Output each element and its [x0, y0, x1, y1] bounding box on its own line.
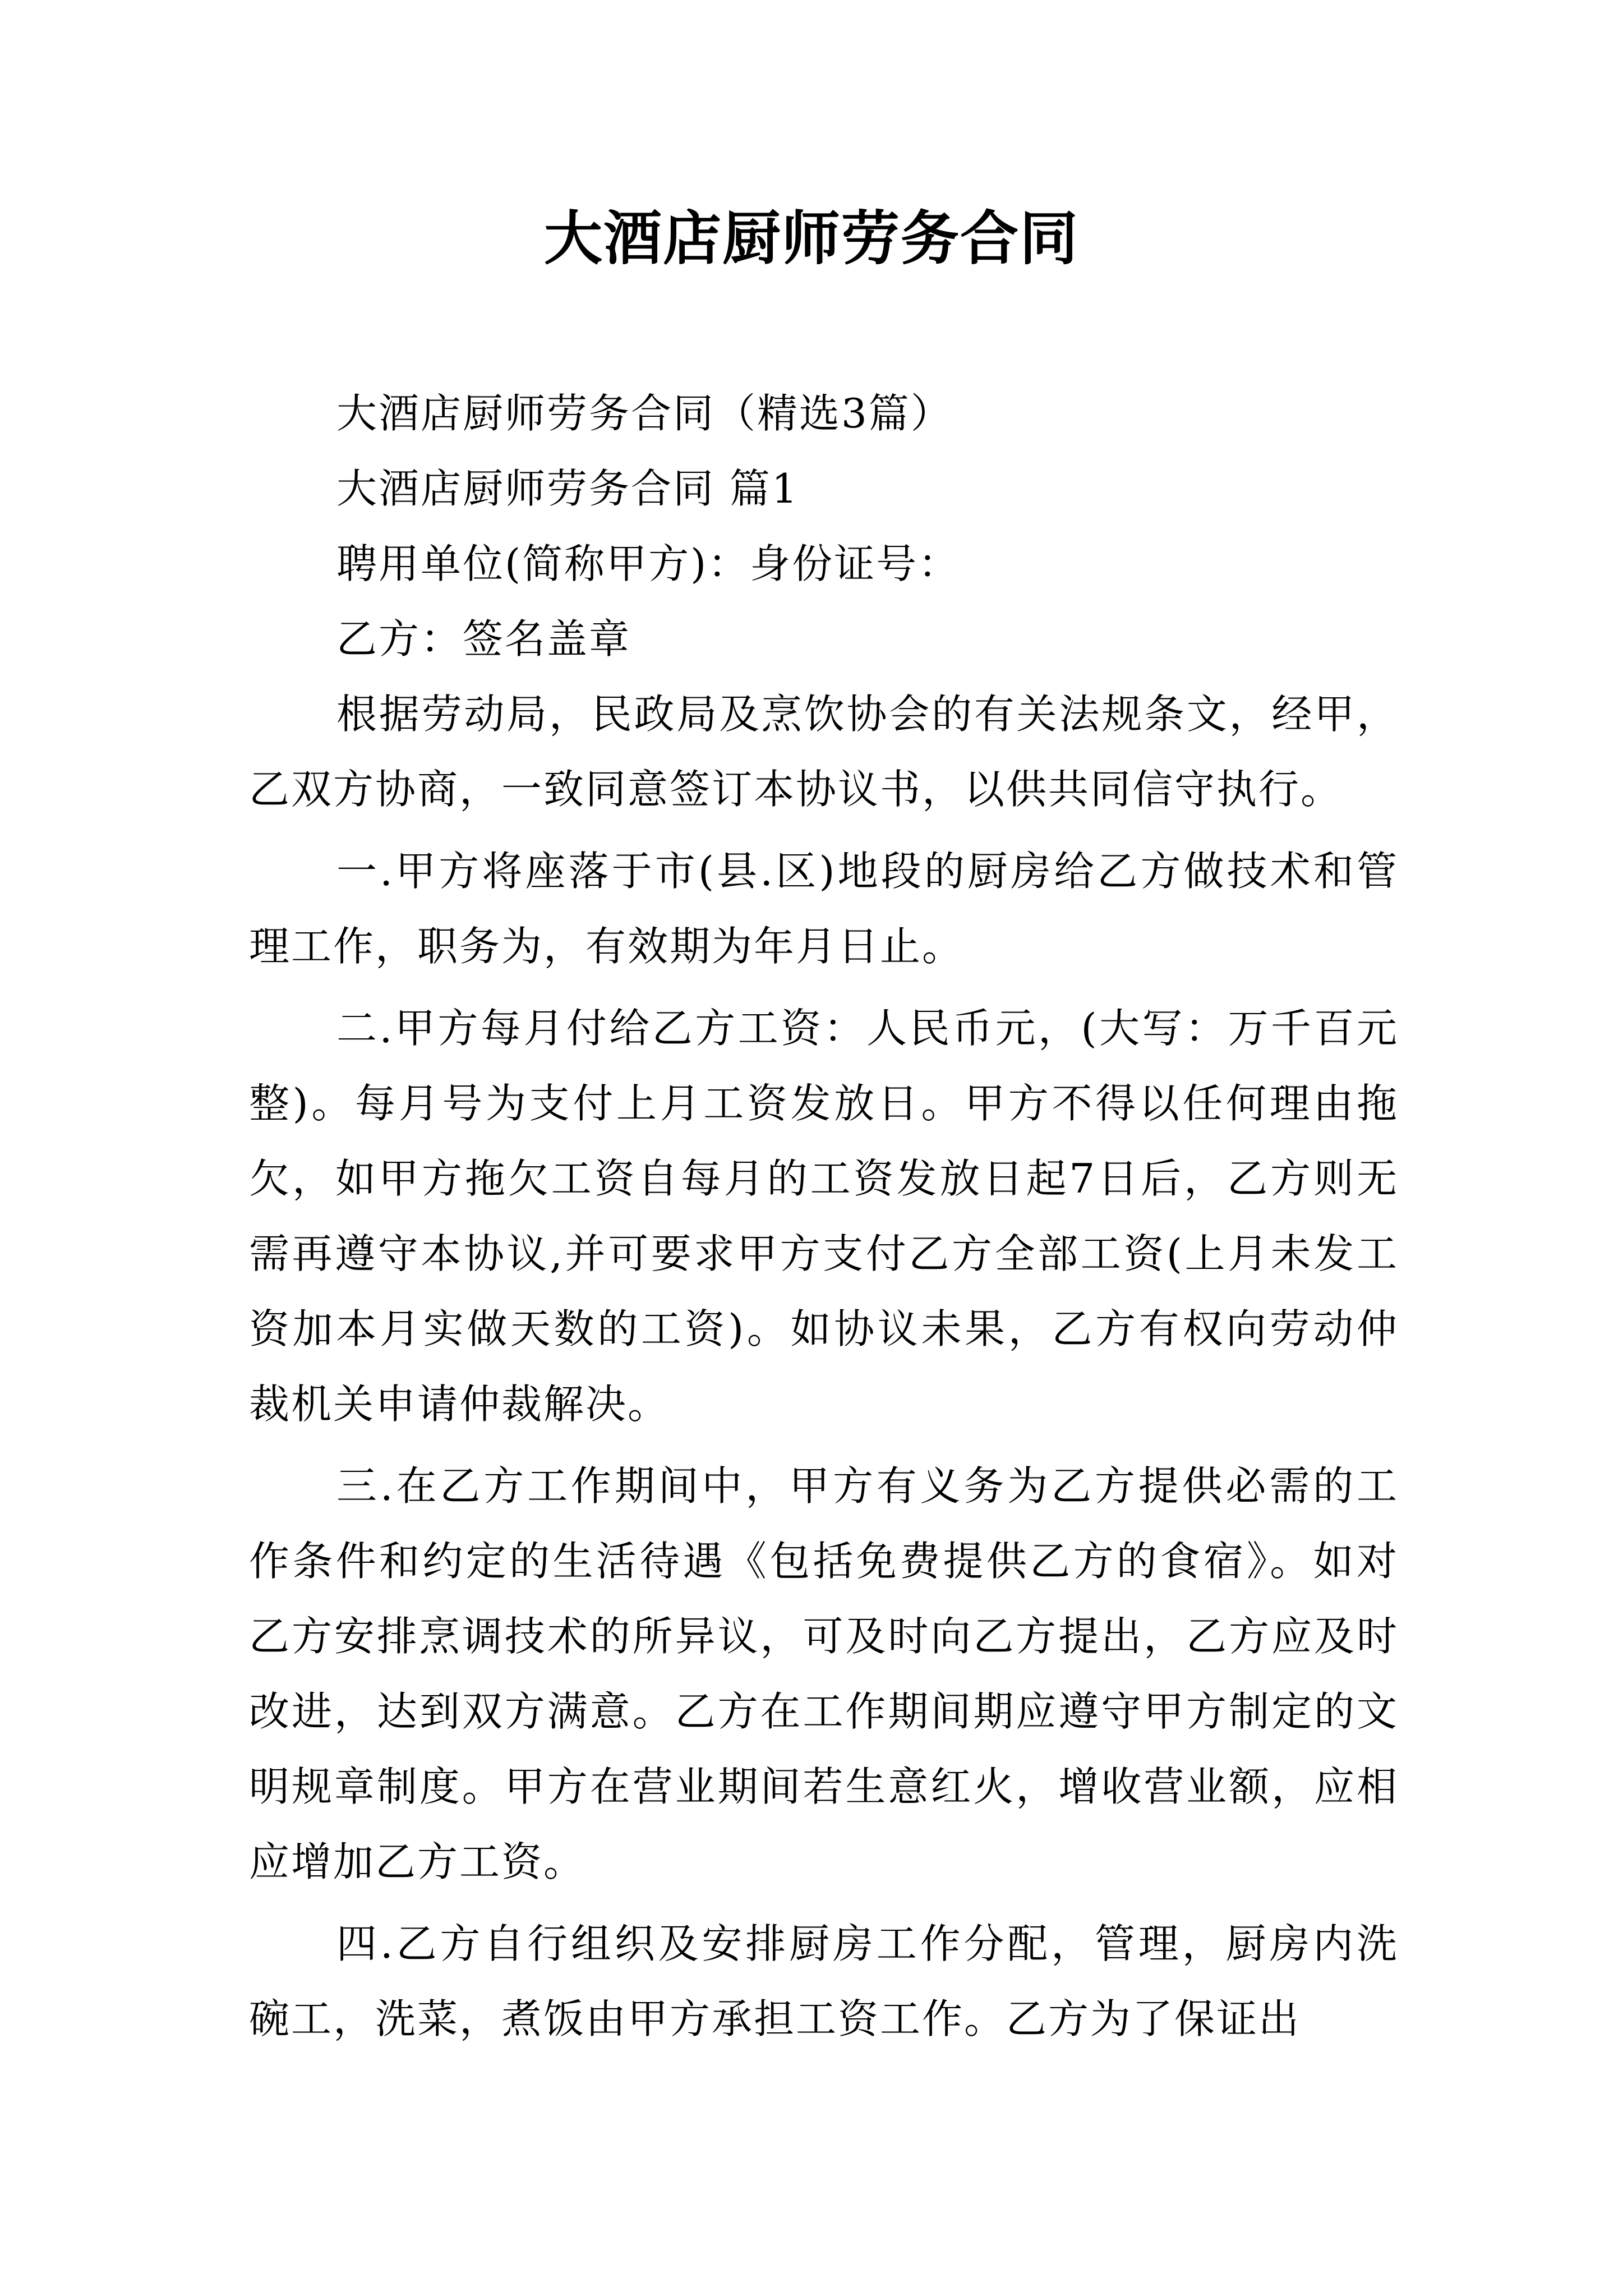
paragraph-clause-3: 三.在乙方工作期间中，甲方有义务为乙方提供必需的工作条件和约定的生活待遇《包括免费提供乙方的食宿》。如对乙方安排烹调技术的所异议，可及时向乙方提出，乙方应及时改进，达到双方满意。乙方在工作期间期应遵守甲方制定的文明规章制度。甲方在营业期间若生意红火，增收营业额，应相应增加乙方工资。: [249, 1462, 1399, 1885]
document-title: 大酒店厨师劳务合同: [543, 204, 1079, 273]
paragraph-subtitle: 大酒店厨师劳务合同（精选3篇）: [336, 390, 953, 437]
paragraph-employer-line: 聘用单位(简称甲方)：身份证号：: [336, 540, 961, 587]
paragraph-part-heading: 大酒店厨师劳务合同 篇1: [336, 465, 799, 512]
paragraph-clause-2: 二.甲方每月付给乙方工资：人民币元，(大写：万千百元整)。每月号为支付上月工资发放日。甲方不得以任何理由拖欠，如甲方拖欠工资自每月的工资发放日起7日后，乙方则无需再遵守本协议,并可要求甲方支付乙方全部工资(上月未发工资加本月实做天数的工资)。如协议未果，乙方有权向劳动仲裁机关申请仲裁解决。: [249, 1005, 1399, 1428]
paragraph-clause-1: 一.甲方将座落于市(县.区)地段的厨房给乙方做技术和管理工作，职务为，有效期为年月日止。: [249, 848, 1399, 970]
document-body: [249, 376, 1399, 2056]
paragraph-preamble: 根据劳动局，民政局及烹饮协会的有关法规条文，经甲，乙双方协商，一致同意签订本协议书，以供共同信守执行。: [249, 691, 1399, 813]
paragraph-party-b-line: 乙方：签名盖章: [336, 615, 631, 662]
paragraph-clause-4: 四.乙方自行组织及安排厨房工作分配，管理，厨房内洗碗工，洗菜，煮饭由甲方承担工资工作。乙方为了保证出: [249, 1920, 1399, 2042]
